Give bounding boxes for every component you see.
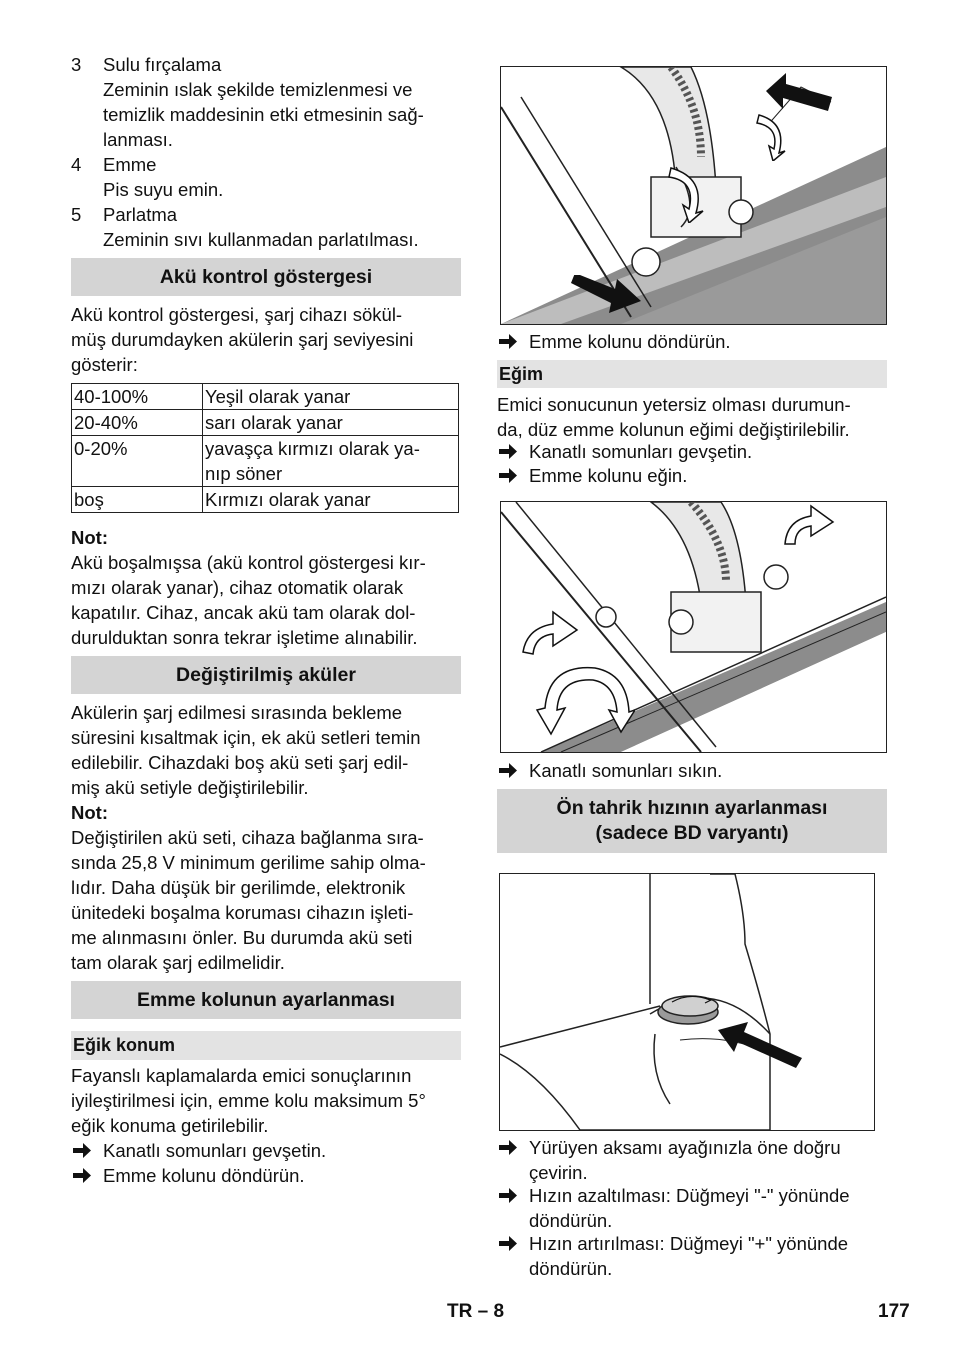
cell-line: sarı olarak yanar [205,412,343,433]
table-cell-state [203,436,459,487]
note-block-1 [71,525,461,650]
footer-dash: – [477,1301,489,1322]
paragraph-line: durulduktan sonra tekrar işletime alınabilir. [71,627,418,648]
paragraph-line: eğik konuma getirilebilir. [71,1115,269,1136]
paragraph-line: kapatılır. Cihaz, ancak akü tam olarak dol- [71,602,416,623]
curved-rotate-arrow-icon [751,111,791,161]
paragraph-line: Emici sonucunun yetersiz olması durumun- [497,394,851,415]
cell-line: Yeşil olarak yanar [205,386,351,407]
list-text-line: Pis suyu emin. [103,179,224,200]
paragraph-line: Akü kontrol göstergesi, şarj cihazı sökül- [71,304,403,325]
step-text: döndürün. [529,1258,613,1279]
speed-knob-illustration [500,874,874,1130]
list-item [71,152,461,202]
list-item [71,52,461,152]
table-row [72,410,459,436]
paragraph-line: iyileştirilmesi için, emme kolu maksimum 5° [71,1090,426,1111]
instruction-step [497,1231,887,1281]
paragraph-line: süresini kısaltmak için, ek akü setleri temin [71,727,421,748]
tilt-text [71,1063,461,1138]
subheading-incline: Eğim [497,360,887,388]
figure-speed-knob [499,873,875,1131]
arrow-right-icon [497,1135,519,1160]
battery-intro [71,302,461,377]
table-cell-state [203,384,459,410]
page-number: 177 [878,1301,910,1322]
rotate-front-arrow-icon [569,275,645,317]
figure-suction-bar-incline [500,501,887,753]
tilt-arrow-icon [519,608,583,660]
instruction-step [71,1163,461,1188]
list-text-line: Zeminin ıslak şekilde temizlenmesi ve [103,79,413,100]
table-cell-state [203,410,459,436]
paragraph-line: mızı olarak yanar), cihaz otomatik olarak [71,577,404,598]
paragraph-line: gösterir: [71,354,138,375]
arrow-right-icon [497,1231,519,1256]
instruction-step [497,1183,887,1233]
arrow-right-icon [497,329,519,354]
press-arrow-icon [718,1020,804,1068]
section-heading-suction: Emme kolunun ayarlanması [71,981,461,1019]
step-text: Kanatlı somunları gevşetin. [103,1140,327,1161]
section-heading-swap: Değiştirilmiş aküler [71,656,461,694]
list-number: 3 [71,54,82,75]
tilt-arrow-icon [781,504,841,548]
paragraph-line: edilebilir. Cihazdaki boş akü seti şarj edil- [71,752,409,773]
list-number: 5 [71,204,82,225]
figure-suction-bar-swivel [500,66,887,325]
paragraph-line: Değiştirilen akü seti, cihaza bağlanma sıra- [71,827,424,848]
heading-line: (sadece BD varyantı) [595,822,789,844]
paragraph-line: Akülerin şarj edilmesi sırasında bekleme [71,702,403,723]
instruction-step [497,329,887,354]
curved-rotate-arrow-icon [661,163,711,223]
list-text-line: Zeminin sıvı kullanmadan parlatılması. [103,229,419,250]
arrow-right-icon [497,439,519,464]
step-text: Hızın artırılması: Düğmeyi "+" yönünde [529,1233,849,1254]
paragraph-line: da, düz emme kolunun eğimi değiştirilebilir. [497,419,850,440]
list-text-line: lanması. [103,129,173,150]
list-item [71,202,461,252]
table-cell-level: 40-100% [72,384,203,410]
section-heading-speed [497,789,887,853]
step-text: Hızın azaltılması: Düğmeyi "-" yönünde [529,1185,850,1206]
list-number: 4 [71,154,82,175]
step-text: çevirin. [529,1162,588,1183]
subheading-tilt: Eğik konum [71,1031,461,1060]
list-title: Emme [103,154,157,175]
table-cell-level: 0-20% [72,436,203,487]
paragraph-line: Akü boşalmışsa (akü kontrol göstergesi kır- [71,552,426,573]
paragraph-line: miş akü setiyle değiştirilebilir. [71,777,309,798]
paragraph-line: me alınmasını önler. Bu durumda akü seti [71,927,413,948]
incline-text [497,392,887,442]
step-text: Yürüyen aksamı ayağınızla öne doğru [529,1137,841,1158]
table-row [72,487,459,513]
step-text: Emme kolunu döndürün. [103,1165,305,1186]
list-title: Sulu fırçalama [103,54,222,75]
battery-status-table [71,383,459,513]
paragraph-line: tam olarak şarj edilmelidir. [71,952,285,973]
arrow-right-icon [71,1163,93,1188]
table-row [72,436,459,487]
footer-language: TR [447,1301,473,1322]
heading-line: Ön tahrik hızının ayarlanması [556,797,828,819]
table-row [72,384,459,410]
instruction-step [497,439,887,464]
table-cell-level: boş [72,487,203,513]
instruction-step [497,463,887,488]
cell-line: nıp söner [205,463,283,484]
table-cell-state [203,487,459,513]
section-heading-battery: Akü kontrol göstergesi [71,258,461,296]
table-cell-level: 20-40% [72,410,203,436]
note-label: Not: [71,802,108,823]
rotate-arrow-icon [535,658,635,744]
instruction-step [497,1135,887,1185]
step-text: döndürün. [529,1210,613,1231]
cell-line: yavaşça kırmızı olarak ya- [205,438,420,459]
instruction-step [71,1138,461,1163]
arrow-right-icon [71,1138,93,1163]
paragraph-line: lıdır. Daha düşük bir gerilimde, elektronik [71,877,406,898]
paragraph-line: Fayanslı kaplamalarda emici sonuçlarının [71,1065,412,1086]
note-label: Not: [71,527,108,548]
list-text-line: temizlik maddesinin etki etmesinin sağ- [103,104,424,125]
step-text: Kanatlı somunları gevşetin. [529,441,753,462]
footer-section-page: 8 [493,1301,505,1322]
step-text: Kanatlı somunları sıkın. [529,760,723,781]
step-text: Emme kolunu döndürün. [529,331,731,352]
step-text: Emme kolunu eğin. [529,465,688,486]
page-footer-section [447,1299,504,1324]
paragraph-line: sında 25,8 V minimum gerilime sahip olma- [71,852,426,873]
instruction-step [497,758,887,783]
arrow-right-icon [497,1183,519,1208]
list-title: Parlatma [103,204,178,225]
paragraph-line: ünitedeki boşalma koruması cihazın işleti- [71,902,414,923]
arrow-right-icon [497,463,519,488]
arrow-right-icon [497,758,519,783]
paragraph-line: müş durumdayken akülerin şarj seviyesini [71,329,414,350]
swap-text [71,700,461,975]
cell-line: Kırmızı olarak yanar [205,489,371,510]
